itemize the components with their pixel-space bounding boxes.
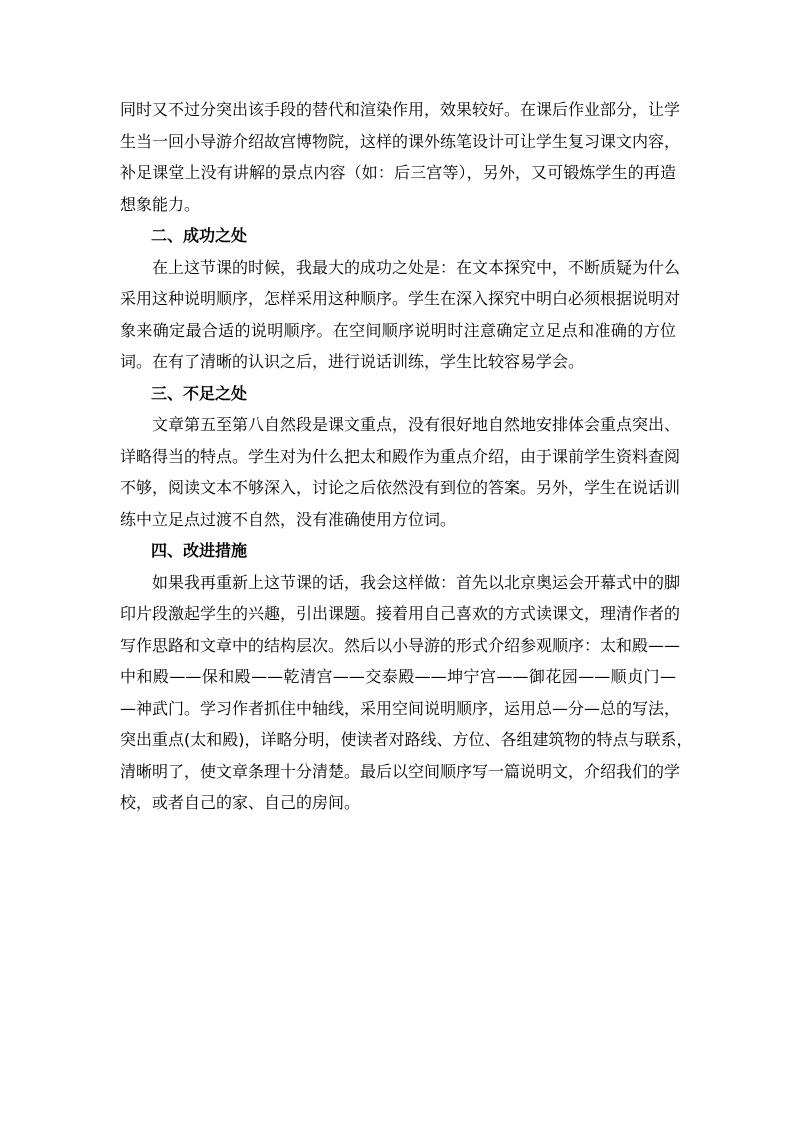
section-heading-success: 二、成功之处 (151, 226, 248, 245)
text-line: 校，或者自己的家、自己的房间。 (120, 793, 361, 812)
text-line: 中和殿——保和殿——乾清宫——交泰殿——坤宁宫——御花园——顺贞门— (120, 667, 676, 686)
text-line: 清晰明了，使文章条理十分清楚。最后以空间顺序写一篇说明文，介绍我们的学 (120, 761, 681, 781)
text-line: 生当一回小导游介绍故宫博物院，这样的课外练笔设计可让学生复习课文内容， (120, 131, 681, 151)
text-line: 写作思路和文章中的结构层次。然后以小导游的形式介绍参观顺序：太和殿—— (120, 635, 681, 655)
text-line: 文章第五至第八自然段是课文重点，没有很好地自然地安排体会重点突出、 (152, 415, 681, 434)
text-line: 同时又不过分突出该手段的替代和渲染作用，效果较好。在课后作业部分，让学 (120, 100, 681, 119)
text-line: —神武门。学习作者抓住中轴线，采用空间说明顺序，运用总—分—总的写法， (120, 698, 681, 718)
document-body (120, 94, 693, 819)
text-line: 不够，阅读文本不够深入，讨论之后依然没有到位的答案。另外，学生在说话训 (120, 478, 681, 497)
success-paragraph (120, 252, 681, 378)
improvements-paragraph (120, 567, 693, 819)
text-line: 如果我再重新上这节课的话，我会这样做：首先以北京奥运会开幕式中的脚 (152, 572, 681, 592)
text-line: 在上这节课的时候，我最大的成功之处是：在文本探究中，不断质疑为什么 (152, 257, 681, 277)
text-line: 补足课堂上没有讲解的景点内容（如：后三宫等），另外，又可锻炼学生的再造 (120, 163, 676, 182)
text-line: 采用这种说明顺序，怎样采用这种顺序。学生在深入探究中明白必须根据说明对 (120, 289, 681, 308)
section-heading-improvements: 四、改进措施 (151, 541, 248, 560)
text-line: 练中立足点过渡不自然，没有准确使用方位词。 (120, 509, 457, 529)
text-line: 想象能力。 (120, 194, 201, 214)
text-line: 突出重点(太和殿)，详略分明，使读者对路线、方位、各组建筑物的特点与联系， (120, 730, 693, 749)
text-line: 详略得当的特点。学生对为什么把太和殿作为重点介绍，由于课前学生资料查阅 (120, 446, 681, 466)
text-line: 词。在有了清晰的认识之后，进行说话训练，学生比较容易学会。 (120, 352, 585, 371)
text-line: 象来确定最合适的说明顺序。在空间顺序说明时注意确定立足点和准确的方位 (120, 320, 676, 340)
intro-paragraph (120, 94, 681, 220)
section-heading-shortcomings: 三、不足之处 (151, 383, 248, 403)
shortcomings-paragraph (120, 409, 681, 535)
text-line: 印片段激起学生的兴趣，引出课题。接着用自己喜欢的方式读课文，理清作者的 (120, 604, 681, 623)
